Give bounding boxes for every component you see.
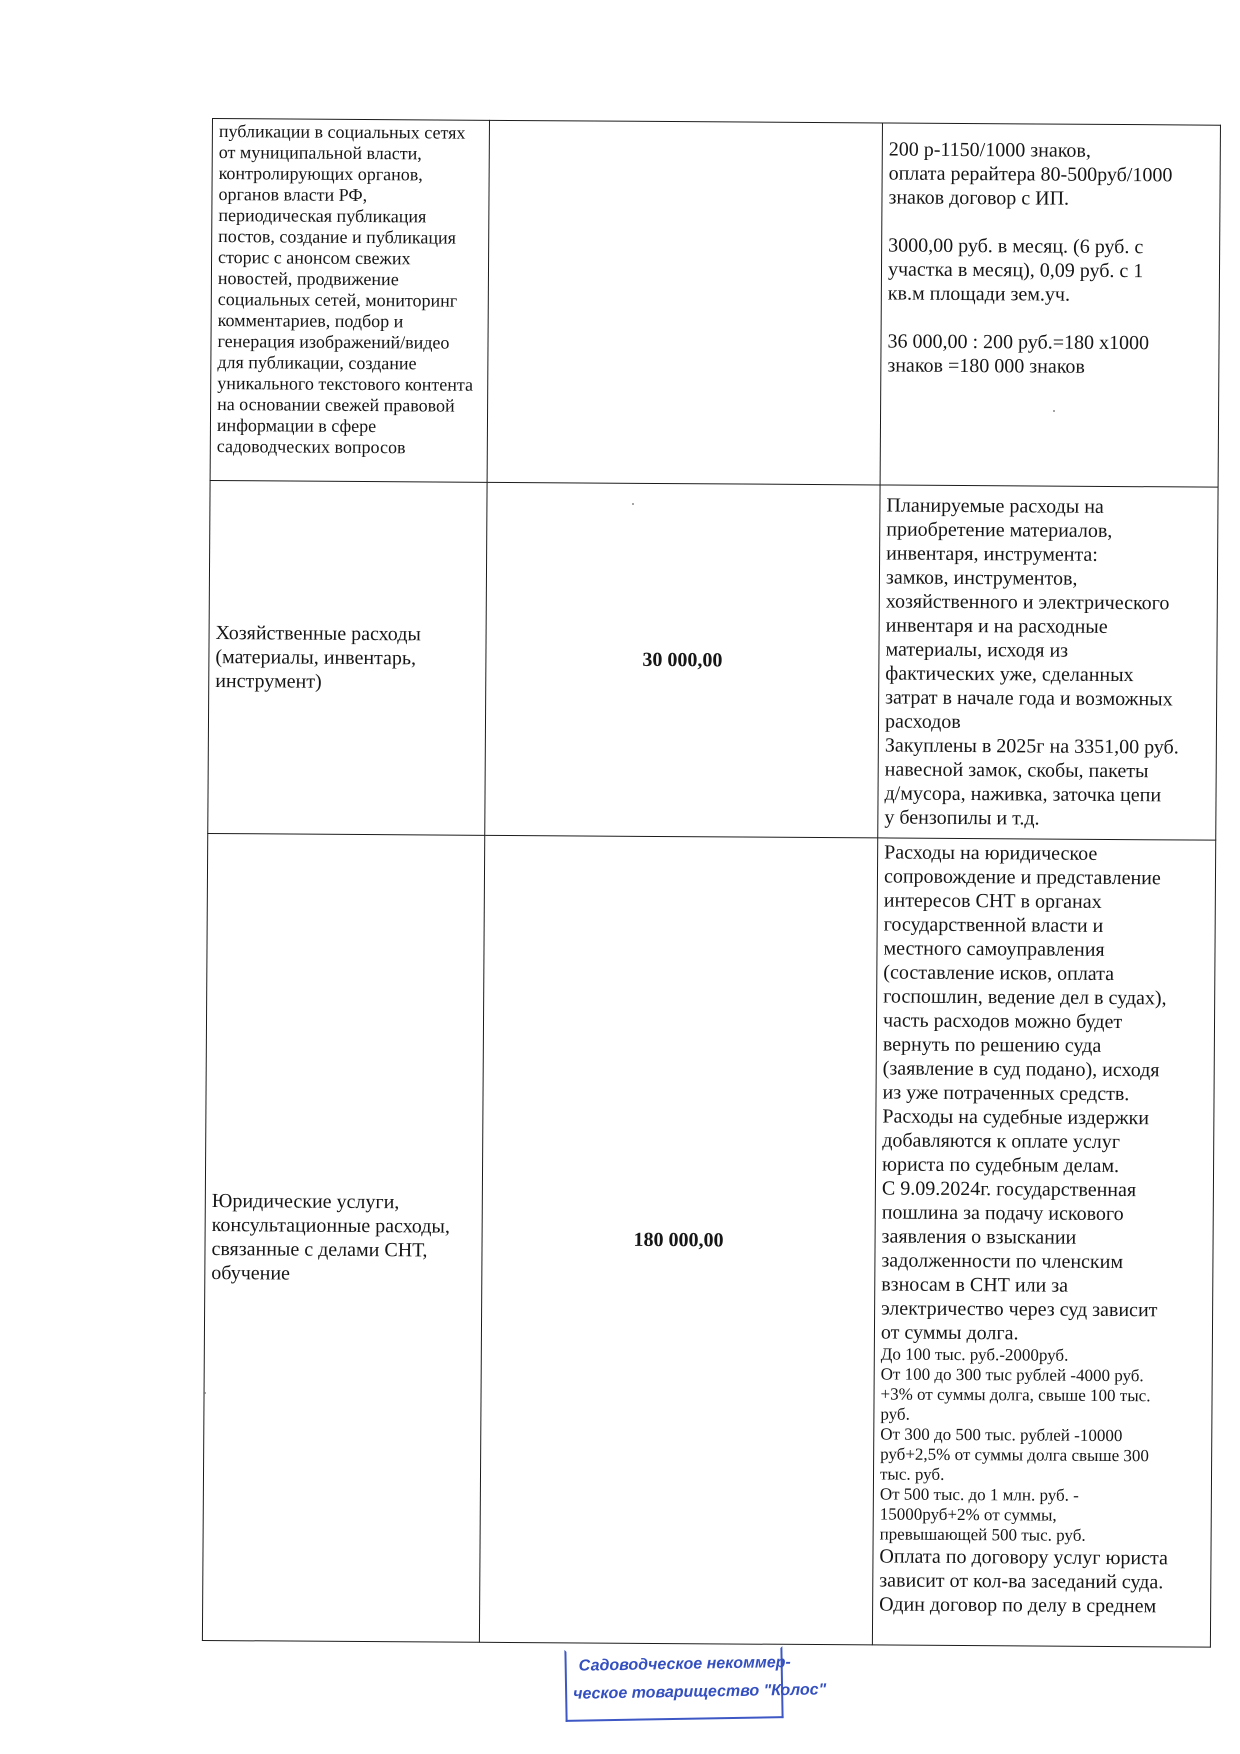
stamp-line-1: Садоводческое некоммер- [578, 1653, 791, 1675]
justification-block-rates: 200 р-1150/1000 знаков, оплата рерайтера 80-500руб/1000 знаков договор с ИП. [888, 138, 1173, 210]
fee-schedule-text: До 100 тыс. руб.-2000руб. От 100 до 300 тыс рублей -4000 руб. +3% от суммы долга, свыше 100 тыс. руб. От 300 до 500 тыс. рублей -10000 руб+2,5% от суммы долга свыше 300 тыс. руб. От 500 тыс. до 1 млн. руб. - 15000руб+2% от суммы, превышающей 500 тыс. руб. [879, 1344, 1151, 1545]
contract-payment-text: Оплата по договору услуг юриста зависит от кол-ва заседаний суда. Один договор по делу в среднем [879, 1545, 1168, 1618]
table-row [210, 119, 1220, 488]
item-description-cell [210, 119, 489, 483]
justification-block-calculation: 36 000,00 : 200 руб.=180 х1000 знаков =180 000 знаков [887, 330, 1150, 378]
table-row [202, 833, 1215, 1647]
expense-table [202, 118, 1221, 1648]
justification-cell: Планируемые расходы на приобретение материалов, инвентаря, инструмента: замков, инструментов, хозяйственного и электрического инвентаря и на расходные материалы, исходя из фактических уже, сделанных затрат в начале года и возможных расходов Закуплены в 2025г на 3351,00 руб. навесной замок, скобы, пакеты д/мусора, наживка, заточка цепи у бензопилы и т.д. [878, 485, 1218, 840]
item-description-text: публикации в социальных сетях от муниципальной власти, контролирующих органов, органов власти РФ, периодическая публикация постов, создание и публикация сторис с анонсом свежих новостей, продвижение социальных сетей, мониторинг комментариев, подбор и генерация изображений/видео для публикации, создание уникального текстового контента на основании свежей правовой информации в сфере садоводческих вопросов [216, 121, 474, 458]
amount-cell-empty [487, 120, 882, 485]
justification-legal-text: Расходы на юридическое сопровождение и представление интересов СНТ в органах государственной власти и местного самоуправления (составление исков, оплата госпошлин, ведение дел в судах), часть расходов можно будет вернуть по решению суда (заявление в суд подано), исходя из уже потраченных средств. Расходы на судебные издержки добавляются к оплате услуг юриста по судебным делам. С 9.09.2024г. государственная пошлина за подачу искового заявления о взыскании задолженности по членским взносам в СНТ или за электричество через суд зависит от суммы долга. [880, 841, 1167, 1345]
organization-stamp [564, 1646, 827, 1722]
justification-block-monthly: 3000,00 руб. в месяц. (6 руб. с участка в месяц), 0,09 руб. с 1 кв.м площади зем.уч. [887, 234, 1144, 306]
amount-cell: 30 000,00 [485, 482, 880, 838]
scan-speck [632, 503, 634, 505]
justification-cell [872, 838, 1215, 1647]
table-row [208, 480, 1218, 840]
expense-table-fragment [202, 118, 1220, 1647]
scan-speck [1053, 410, 1055, 412]
justification-cell [880, 123, 1220, 487]
scan-speck [204, 1392, 206, 1394]
amount-cell: 180 000,00 [479, 835, 877, 1645]
stamp-line-2: ческое товарищество "Колос" [573, 1681, 827, 1703]
item-description-cell: Хозяйственные расходы (материалы, инвентарь, инструмент) [208, 480, 487, 835]
item-description-cell: Юридические услуги, консультационные расходы, связанные с делами СНТ, обучение [202, 833, 484, 1642]
